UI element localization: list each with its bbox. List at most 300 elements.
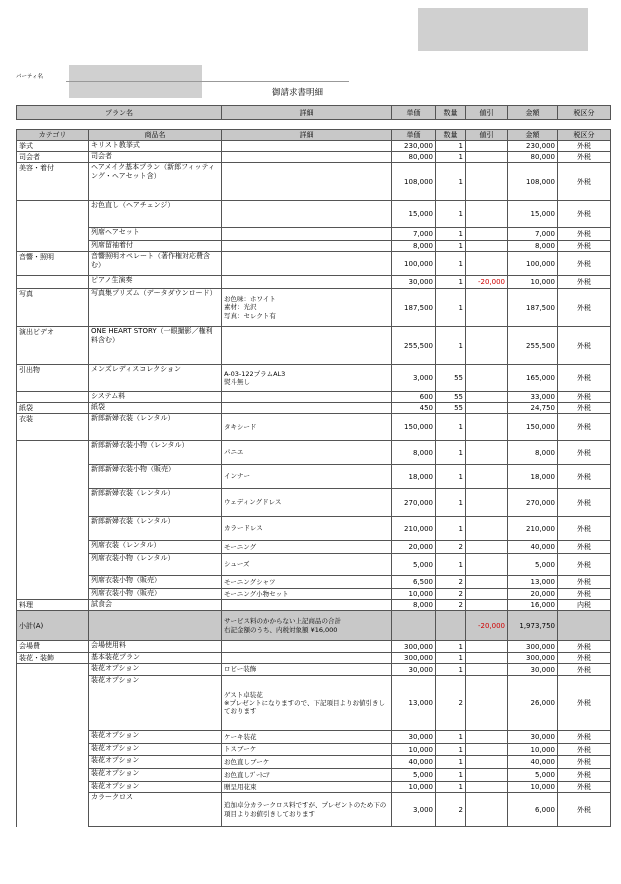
row-category [17, 541, 89, 554]
row-product-name: 紙袋 [89, 403, 222, 414]
row-amount: 270,000 [508, 489, 558, 517]
row-discount [466, 653, 508, 664]
row-product-name: 装花オプション [89, 744, 222, 756]
row-detail: ウェディングドレス [222, 489, 392, 517]
detail-table [16, 129, 611, 827]
subtotal-empty [392, 611, 436, 641]
row-price: 10,000 [392, 589, 436, 600]
row-product-name: 新郎新婦衣装（レンタル） [89, 517, 222, 541]
row-tax: 外税 [558, 744, 611, 756]
row-category: 衣装 [17, 414, 89, 441]
row-detail [222, 653, 392, 664]
row-tax: 外税 [558, 228, 611, 241]
row-price: 8,000 [392, 600, 436, 611]
row-discount [466, 489, 508, 517]
row-price: 3,000 [392, 793, 436, 827]
row-price: 40,000 [392, 756, 436, 769]
row-tax: 外税 [558, 241, 611, 252]
row-price: 80,000 [392, 152, 436, 163]
row-price: 600 [392, 392, 436, 403]
table-row [17, 676, 611, 731]
col-price: 単価 [392, 130, 436, 141]
document-title: 御請求書明細 [272, 88, 324, 98]
plan-header-tax: 税区分 [558, 106, 611, 120]
col-product: 商品名 [89, 130, 222, 141]
row-product-name: 列席衣装小物（販売） [89, 576, 222, 589]
row-detail: インナー [222, 465, 392, 489]
row-tax: 外税 [558, 327, 611, 365]
row-detail: カラードレス [222, 517, 392, 541]
row-detail: モーニング小物セット [222, 589, 392, 600]
table-row [17, 252, 611, 276]
row-amount: 80,000 [508, 152, 558, 163]
row-discount [466, 403, 508, 414]
row-qty: 55 [436, 365, 466, 392]
table-row [17, 152, 611, 163]
row-product-name: 列席留袖着付 [89, 241, 222, 252]
row-product-name: 列席衣装小物（販売） [89, 589, 222, 600]
row-discount: -20,000 [466, 276, 508, 289]
table-row [17, 489, 611, 517]
row-category [17, 517, 89, 541]
subtotal-row [17, 611, 611, 641]
row-price: 10,000 [392, 744, 436, 756]
row-amount: 24,750 [508, 403, 558, 414]
table-row [17, 276, 611, 289]
table-row [17, 441, 611, 465]
row-amount: 230,000 [508, 141, 558, 152]
table-row [17, 392, 611, 403]
row-tax: 外税 [558, 201, 611, 228]
row-price: 7,000 [392, 228, 436, 241]
subtotal-empty [436, 611, 466, 641]
row-price: 270,000 [392, 489, 436, 517]
row-detail [222, 641, 392, 653]
table-row [17, 589, 611, 600]
row-tax: 外税 [558, 365, 611, 392]
row-price: 150,000 [392, 414, 436, 441]
row-amount: 6,000 [508, 793, 558, 827]
row-category [17, 793, 89, 827]
row-category: 紙袋 [17, 403, 89, 414]
row-amount: 20,000 [508, 589, 558, 600]
subtotal-empty [558, 611, 611, 641]
row-price: 8,000 [392, 441, 436, 465]
table-row [17, 782, 611, 793]
row-tax: 外税 [558, 782, 611, 793]
row-amount: 8,000 [508, 241, 558, 252]
plan-header-amount: 金額 [508, 106, 558, 120]
table-row [17, 241, 611, 252]
row-tax: 外税 [558, 276, 611, 289]
row-amount: 30,000 [508, 731, 558, 744]
row-discount [466, 744, 508, 756]
row-detail [222, 403, 392, 414]
table-row [17, 744, 611, 756]
row-amount: 165,000 [508, 365, 558, 392]
row-qty: 55 [436, 392, 466, 403]
row-detail: お色直しﾌﾞｰﾄﾆｱ [222, 769, 392, 782]
row-tax: 外税 [558, 576, 611, 589]
row-category [17, 576, 89, 589]
row-amount: 13,000 [508, 576, 558, 589]
row-detail: タキシード [222, 414, 392, 441]
row-product-name: 装花オプション [89, 731, 222, 744]
row-qty: 1 [436, 782, 466, 793]
row-qty: 1 [436, 289, 466, 327]
row-category [17, 769, 89, 782]
row-tax: 外税 [558, 641, 611, 653]
row-discount [466, 731, 508, 744]
row-tax: 外税 [558, 793, 611, 827]
row-discount [466, 152, 508, 163]
row-amount: 10,000 [508, 744, 558, 756]
row-category [17, 392, 89, 403]
row-price: 30,000 [392, 731, 436, 744]
col-tax: 税区分 [558, 130, 611, 141]
row-discount [466, 228, 508, 241]
row-tax: 外税 [558, 589, 611, 600]
row-price: 5,000 [392, 769, 436, 782]
row-product-name: 装花オプション [89, 756, 222, 769]
row-qty: 1 [436, 731, 466, 744]
row-price: 300,000 [392, 641, 436, 653]
row-product-name: 新郎新婦衣装小物（販売） [89, 465, 222, 489]
row-category [17, 744, 89, 756]
row-qty: 1 [436, 769, 466, 782]
table-row [17, 576, 611, 589]
row-qty: 1 [436, 744, 466, 756]
row-category: 写真 [17, 289, 89, 327]
row-product-name: 司会者 [89, 152, 222, 163]
row-price: 18,000 [392, 465, 436, 489]
row-category [17, 465, 89, 489]
row-product-name: 音響照明オペレート（著作権対応費含む） [89, 252, 222, 276]
row-product-name: キリスト教挙式 [89, 141, 222, 152]
table-row [17, 365, 611, 392]
row-discount [466, 241, 508, 252]
row-price: 450 [392, 403, 436, 414]
row-qty: 1 [436, 141, 466, 152]
row-qty: 1 [436, 327, 466, 365]
subtotal-empty [89, 611, 222, 641]
row-category [17, 664, 89, 676]
row-price: 187,500 [392, 289, 436, 327]
row-detail [222, 241, 392, 252]
row-qty: 1 [436, 641, 466, 653]
row-tax: 外税 [558, 541, 611, 554]
row-detail: モーニング [222, 541, 392, 554]
row-product-name: 会場使用料 [89, 641, 222, 653]
row-amount: 33,000 [508, 392, 558, 403]
row-qty: 2 [436, 576, 466, 589]
table-row [17, 554, 611, 576]
table-row [17, 403, 611, 414]
row-qty: 1 [436, 201, 466, 228]
row-detail: お色直しブーケ [222, 756, 392, 769]
row-amount: 108,000 [508, 163, 558, 201]
row-amount: 210,000 [508, 517, 558, 541]
row-qty: 1 [436, 241, 466, 252]
row-price: 20,000 [392, 541, 436, 554]
row-price: 3,000 [392, 365, 436, 392]
detail-header-row [17, 130, 611, 141]
row-amount: 26,000 [508, 676, 558, 731]
subtotal-discount: -20,000 [466, 611, 508, 641]
row-product-name: 新郎新婦衣装小物（レンタル） [89, 441, 222, 465]
table-row [17, 201, 611, 228]
row-product-name: 写真集プリズム（データダウンロード） [89, 289, 222, 327]
row-discount [466, 756, 508, 769]
row-discount [466, 589, 508, 600]
row-category [17, 441, 89, 465]
row-discount [466, 600, 508, 611]
row-detail: モーニングシャツ [222, 576, 392, 589]
row-tax: 外税 [558, 152, 611, 163]
table-row [17, 327, 611, 365]
row-discount [466, 327, 508, 365]
row-qty: 2 [436, 589, 466, 600]
row-product-name: 試食会 [89, 600, 222, 611]
row-amount: 10,000 [508, 782, 558, 793]
plan-header-qty: 数量 [436, 106, 466, 120]
plan-header-table [16, 105, 611, 120]
party-name-label: パーティ名 [16, 74, 44, 80]
row-detail: お色味：ホワイト 素材：光沢 写真：セレクト有 [222, 289, 392, 327]
table-row [17, 731, 611, 744]
row-discount [466, 414, 508, 441]
plan-header-plan: プラン名 [17, 106, 222, 120]
row-detail [222, 327, 392, 365]
row-detail [222, 201, 392, 228]
row-amount: 300,000 [508, 653, 558, 664]
row-category: 引出物 [17, 365, 89, 392]
row-product-name: ヘアメイク基本プラン（新郎フィッティング・ヘアセット含） [89, 163, 222, 201]
row-detail [222, 228, 392, 241]
row-price: 300,000 [392, 653, 436, 664]
col-category: カテゴリ [17, 130, 89, 141]
row-product-name: 新郎新婦衣装（レンタル） [89, 489, 222, 517]
row-qty: 1 [436, 276, 466, 289]
row-discount [466, 664, 508, 676]
row-qty: 1 [436, 653, 466, 664]
table-row [17, 664, 611, 676]
row-amount: 100,000 [508, 252, 558, 276]
row-price: 210,000 [392, 517, 436, 541]
row-tax: 外税 [558, 141, 611, 152]
row-discount [466, 141, 508, 152]
plan-header-detail: 詳細 [222, 106, 392, 120]
table-row [17, 769, 611, 782]
row-amount: 16,000 [508, 600, 558, 611]
row-price: 10,000 [392, 782, 436, 793]
redacted-top-right-block [418, 8, 588, 51]
row-category [17, 276, 89, 289]
row-amount: 10,000 [508, 276, 558, 289]
row-tax: 外税 [558, 756, 611, 769]
row-product-name: 装花オプション [89, 664, 222, 676]
row-discount [466, 252, 508, 276]
table-row [17, 141, 611, 152]
row-tax: 外税 [558, 731, 611, 744]
row-category [17, 489, 89, 517]
row-tax: 内税 [558, 600, 611, 611]
row-detail [222, 141, 392, 152]
row-product-name: カラークロス [89, 793, 222, 827]
plan-header-discount: 値引 [466, 106, 508, 120]
row-category [17, 756, 89, 769]
row-product-name: システム料 [89, 392, 222, 403]
row-price: 15,000 [392, 201, 436, 228]
row-qty: 55 [436, 403, 466, 414]
row-amount: 40,000 [508, 756, 558, 769]
row-price: 6,500 [392, 576, 436, 589]
row-product-name: 装花オプション [89, 782, 222, 793]
row-qty: 1 [436, 252, 466, 276]
row-discount [466, 201, 508, 228]
row-price: 100,000 [392, 252, 436, 276]
row-amount: 5,000 [508, 769, 558, 782]
row-discount [466, 517, 508, 541]
row-price: 5,000 [392, 554, 436, 576]
row-category: 挙式 [17, 141, 89, 152]
row-detail [222, 392, 392, 403]
row-product-name: メンズレディスコレクション [89, 365, 222, 392]
row-tax: 外税 [558, 414, 611, 441]
row-category: 会場費 [17, 641, 89, 653]
row-qty: 1 [436, 756, 466, 769]
row-tax: 外税 [558, 676, 611, 731]
row-qty: 2 [436, 676, 466, 731]
row-tax: 外税 [558, 554, 611, 576]
row-tax: 外税 [558, 489, 611, 517]
row-amount: 7,000 [508, 228, 558, 241]
row-discount [466, 392, 508, 403]
col-discount: 値引 [466, 130, 508, 141]
row-discount [466, 365, 508, 392]
row-discount [466, 769, 508, 782]
row-detail: ロビー装飾 [222, 664, 392, 676]
row-qty: 2 [436, 793, 466, 827]
row-product-name: 装花オプション [89, 676, 222, 731]
row-category: 司会者 [17, 152, 89, 163]
row-price: 108,000 [392, 163, 436, 201]
row-amount: 15,000 [508, 201, 558, 228]
row-tax: 外税 [558, 163, 611, 201]
table-row [17, 228, 611, 241]
row-detail: A-03-122プラムAL3 熨斗無し [222, 365, 392, 392]
party-name-underline [66, 81, 349, 82]
row-tax: 外税 [558, 403, 611, 414]
plan-header-price: 単価 [392, 106, 436, 120]
row-amount: 150,000 [508, 414, 558, 441]
col-amount: 金額 [508, 130, 558, 141]
row-category: 装花・装飾 [17, 653, 89, 664]
row-detail [222, 152, 392, 163]
row-amount: 8,000 [508, 441, 558, 465]
table-row [17, 517, 611, 541]
col-detail: 詳細 [222, 130, 392, 141]
row-qty: 1 [436, 152, 466, 163]
row-discount [466, 576, 508, 589]
row-discount [466, 441, 508, 465]
row-qty: 1 [436, 554, 466, 576]
row-amount: 5,000 [508, 554, 558, 576]
subtotal-detail: サービス料のかからない上記商品の合計 右記金額のうち、内税対象額 ¥16,000 [222, 611, 392, 641]
row-tax: 外税 [558, 392, 611, 403]
row-price: 230,000 [392, 141, 436, 152]
row-category [17, 676, 89, 731]
row-price: 30,000 [392, 664, 436, 676]
row-detail: ケーキ装花 [222, 731, 392, 744]
row-discount [466, 465, 508, 489]
table-row [17, 465, 611, 489]
row-discount [466, 541, 508, 554]
row-detail: シューズ [222, 554, 392, 576]
row-tax: 外税 [558, 664, 611, 676]
subtotal-label: 小計(A) [17, 611, 89, 641]
table-row [17, 793, 611, 827]
row-discount [466, 163, 508, 201]
row-qty: 1 [436, 465, 466, 489]
row-discount [466, 676, 508, 731]
row-category [17, 241, 89, 252]
row-detail [222, 163, 392, 201]
row-tax: 外税 [558, 769, 611, 782]
row-price: 255,500 [392, 327, 436, 365]
row-detail: 追加卓分カラークロス料ですが、プレゼントのため下の項目よりお値引きしております [222, 793, 392, 827]
row-qty: 1 [436, 414, 466, 441]
row-amount: 30,000 [508, 664, 558, 676]
row-detail: ゲスト卓装花 ※プレゼントになりますので、下記項目よりお値引きしております [222, 676, 392, 731]
row-amount: 18,000 [508, 465, 558, 489]
row-category [17, 228, 89, 241]
row-category [17, 201, 89, 228]
row-tax: 外税 [558, 653, 611, 664]
row-detail [222, 276, 392, 289]
row-product-name: 列席衣装（レンタル） [89, 541, 222, 554]
row-price: 13,000 [392, 676, 436, 731]
row-tax: 外税 [558, 517, 611, 541]
table-row [17, 600, 611, 611]
row-discount [466, 641, 508, 653]
table-row [17, 289, 611, 327]
row-discount [466, 793, 508, 827]
row-category [17, 554, 89, 576]
row-price: 8,000 [392, 241, 436, 252]
row-category: 美容・着付 [17, 163, 89, 201]
table-row [17, 756, 611, 769]
table-row [17, 653, 611, 664]
row-category: 音響・照明 [17, 252, 89, 276]
row-price: 30,000 [392, 276, 436, 289]
row-detail: パニエ [222, 441, 392, 465]
row-category [17, 589, 89, 600]
row-discount [466, 782, 508, 793]
row-product-name: ONE HEART STORY（一眼撮影／権利料含む） [89, 327, 222, 365]
row-product-name: 装花オプション [89, 769, 222, 782]
row-detail: トスブーケ [222, 744, 392, 756]
row-qty: 1 [436, 441, 466, 465]
row-discount [466, 554, 508, 576]
row-tax: 外税 [558, 252, 611, 276]
row-amount: 40,000 [508, 541, 558, 554]
row-tax: 外税 [558, 465, 611, 489]
row-category: 演出ビデオ [17, 327, 89, 365]
subtotal-amount: 1,973,750 [508, 611, 558, 641]
row-discount [466, 289, 508, 327]
row-detail [222, 252, 392, 276]
